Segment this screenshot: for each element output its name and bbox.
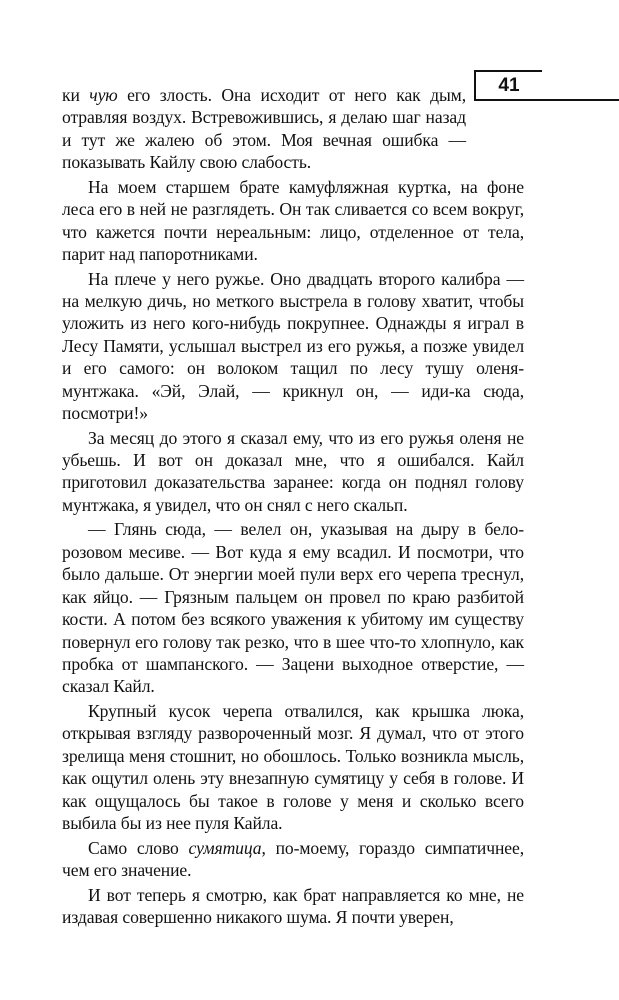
paragraph-1: [62, 84, 466, 174]
paragraph-7-emphasis: сумятица: [188, 837, 262, 858]
paragraph-7-pre: Само слово: [88, 837, 189, 858]
page-number: 41: [474, 70, 542, 100]
paragraph-1-pre: ки: [62, 85, 90, 105]
body-text: [62, 84, 524, 931]
paragraph-6: Крупный кусок черепа отвалился, как крышка люка, открывая взгляду развороченный мозг. Я думал, что от этого зрелища меня стошнит, но обошлось. Только возникла мысль, как ощутил олень эту внезапную сумятицу у себя в голове. И как ощущалось бы такое в голове у меня и сколько всего выбила бы из нее пуля Кайла.: [62, 700, 524, 833]
paragraph-5: — Глянь сюда, — велел он, указывая на дыру в бело-розовом месиве. — Вот куда я ему всадил. И посмотри, что было дальше. От энергии моей пули верх его черепа треснул, как яйцо. — Грязным пальцем он провел по краю разбитой кости. А потом без всякого уважения к убитому им существу повернул его голову так резко, что в шее что-то хлопнуло, как пробка от шампанского. — Зацени выходное отверстие, — сказал Кайл.: [62, 519, 524, 697]
paragraph-2: На моем старшем брате камуфляжная куртка, на фоне леса его в ней не разглядеть. Он так сливается со всем вокруг, что кажется почти нереальным: лицо, отделенное от тела, парит над папоротниками.: [62, 176, 524, 265]
paragraph-1-emphasis: чую: [89, 85, 118, 105]
paragraph-7: [62, 837, 524, 882]
paragraph-7-post: , по-моему, гораздо симпатичнее, чем его значение.: [62, 837, 525, 880]
paragraph-8: И вот теперь я смотрю, как брат направляется ко мне, не издавая совершенно никакого шума. Я почти уверен,: [62, 884, 524, 927]
paragraph-3: На плече у него ружье. Оно двадцать второго калибра — на мелкую дичь, но меткого выстрела в голову хватит, чтобы уложить из него кого-нибудь покрупнее. Однажды я играл в Лесу Памяти, услышал выстрел из его ружья, а позже увидел и его самого: он волоком тащил по лесу тушу оленя-мунтжака. «Эй, Элай, — крикнул он, — иди-ка сюда, посмотри!»: [62, 268, 524, 424]
paragraph-1-post: его злость. Она исходит от него как дым, отравляя воздух. Встревожившись, я делаю шаг назад и тут же жалею об этом. Моя вечная ошибка — показывать Кайлу свою слабость.: [62, 85, 467, 173]
paragraph-4: За месяц до этого я сказал ему, что из его ружья оленя не убьешь. И вот он доказал мне, что я ошибался. Кайл приготовил доказательства заранее: когда он поднял голову мунтжака, я увидел, что он снял с него скальп.: [62, 427, 524, 515]
